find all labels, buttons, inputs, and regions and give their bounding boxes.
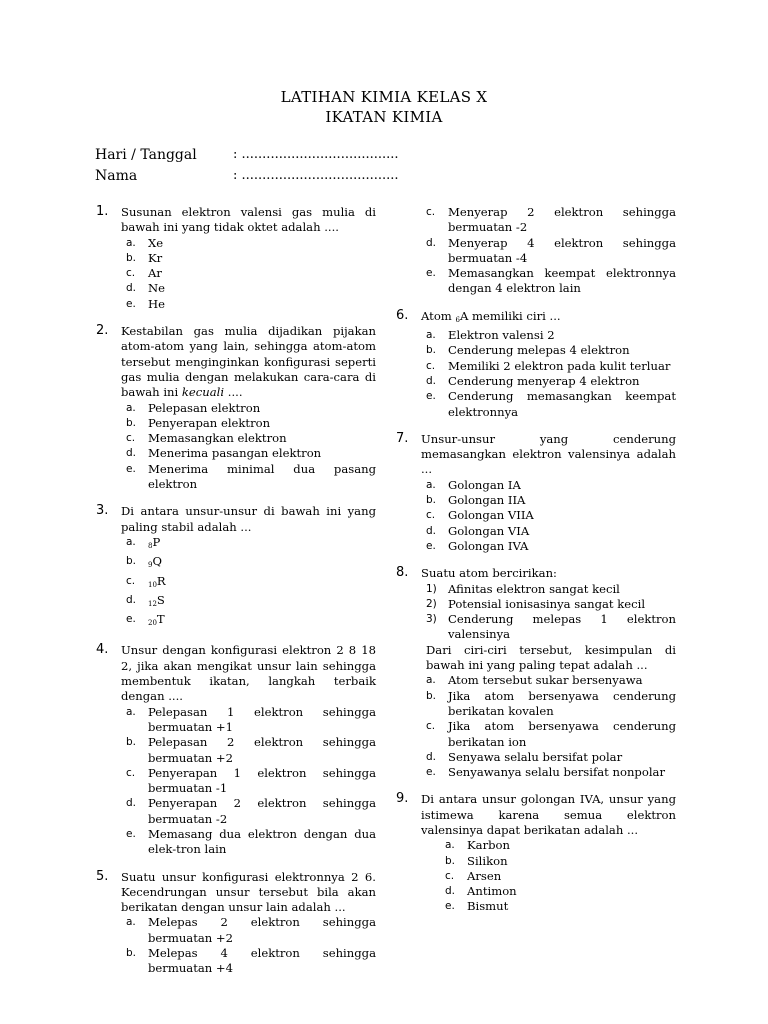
question-stem	[121, 324, 376, 400]
option-text: Elektron valensi 2	[448, 328, 555, 343]
option-text: Pelepasan 2 elektron sehingga bermuatan +2	[148, 735, 376, 765]
question-number: 8.	[396, 565, 409, 581]
question-5-continued	[396, 205, 676, 297]
option-a[interactable]	[421, 478, 676, 493]
option-letter: d.	[426, 374, 437, 387]
option-text: Karbon	[467, 838, 510, 853]
option-text: Cenderung memasangkan keempat elektronnya	[448, 389, 676, 419]
option-e[interactable]	[121, 612, 376, 631]
question-number: 9.	[396, 791, 409, 807]
option-b[interactable]	[421, 343, 676, 358]
option-text: Menyerap 2 elektron sehingga bermuatan -2	[448, 205, 676, 235]
option-b[interactable]	[121, 251, 376, 266]
name-field[interactable]: : ......................................	[233, 168, 399, 183]
atomic-number: 12	[148, 599, 157, 608]
option-b[interactable]	[121, 735, 376, 766]
option-text: Menerima minimal dua pasang elektron	[148, 461, 376, 492]
option-c[interactable]	[421, 719, 676, 750]
option-letter: d.	[426, 236, 437, 249]
option-letter: a.	[445, 839, 455, 852]
option-text: Melepas 2 elektron sehingga bermuatan +2	[148, 915, 376, 945]
option-text: He	[148, 296, 165, 311]
question-number: 3.	[96, 503, 109, 519]
worksheet-title: LATIHAN KIMIA KELAS X	[280, 88, 488, 106]
option-text: Arsen	[467, 868, 502, 883]
option-text: Memasang dua elektron dengan dua elek-tron lain	[148, 826, 376, 857]
question-number: 1.	[96, 204, 109, 219]
option-letter: e.	[126, 827, 136, 840]
option-text: Pelepasan elektron	[148, 400, 261, 415]
option-d[interactable]	[121, 796, 376, 827]
option-letter: b.	[126, 416, 137, 429]
question-stem: Di antara unsur golongan IVA, unsur yang istimewa karena semua elektron valensinya dapat berikatan adalah ...	[421, 792, 676, 837]
characteristic-2	[421, 597, 676, 612]
question-number: 5.	[96, 868, 109, 884]
question-stem	[421, 309, 676, 328]
option-text: Memiliki 2 elektron pada kulit terluar	[448, 358, 671, 373]
characteristic-1	[421, 582, 676, 597]
option-b[interactable]	[421, 493, 676, 508]
option-letter: a.	[126, 916, 136, 929]
option-text: Golongan VIIA	[448, 508, 534, 523]
option-text: Golongan VIA	[448, 523, 530, 538]
option-letter: e.	[445, 900, 455, 913]
option-d[interactable]	[121, 593, 376, 612]
option-letter: b.	[426, 689, 437, 702]
option-letter: c.	[426, 720, 436, 733]
question-6	[396, 309, 676, 420]
option-letter: e.	[126, 297, 136, 310]
option-c[interactable]	[121, 574, 376, 593]
question-stem: Suatu unsur konfigurasi elektronnya 2 6. Kecendrungan unsur tersebut bila akan berikatan dengan unsur lain adalah ...	[121, 869, 376, 915]
option-letter: c.	[426, 206, 436, 218]
option-e[interactable]	[421, 389, 676, 420]
option-a[interactable]	[121, 705, 376, 736]
option-a[interactable]	[121, 401, 376, 416]
question-stem: Suatu atom bercirikan:	[421, 566, 557, 581]
option-c[interactable]	[121, 431, 376, 446]
option-text: Silikon	[467, 853, 508, 868]
option-letter: d.	[426, 524, 437, 537]
option-letter: d.	[126, 797, 137, 810]
question-number: 2.	[96, 323, 109, 339]
option-letter: c.	[426, 359, 436, 372]
question-number: 7.	[396, 430, 409, 446]
option-text: Golongan IIA	[448, 493, 526, 508]
stem-end: ....	[224, 385, 243, 400]
point-text: Afinitas elektron sangat kecil	[448, 581, 620, 596]
option-c[interactable]	[421, 359, 676, 374]
option-e[interactable]	[421, 765, 676, 780]
option-text: Golongan IA	[448, 477, 521, 492]
option-letter: e.	[426, 766, 436, 779]
option-letter: b.	[126, 736, 137, 749]
option-letter: a.	[426, 329, 436, 342]
option-d[interactable]	[421, 884, 676, 899]
option-e[interactable]	[121, 462, 376, 493]
option-text: S	[156, 592, 165, 607]
question-stem: Susunan elektron valensi gas mulia di bawah ini yang tidak oktet adalah ....	[121, 205, 376, 235]
option-a[interactable]	[421, 838, 676, 853]
atomic-number: 8	[148, 541, 153, 550]
option-letter: a.	[426, 674, 436, 687]
option-text: Jika atom bersenyawa cenderung berikatan ion	[448, 719, 676, 749]
option-text: Memasangkan elektron	[148, 431, 287, 446]
option-a[interactable]	[421, 328, 676, 343]
atomic-number: 6	[455, 315, 460, 324]
option-b[interactable]	[121, 946, 376, 977]
option-text: Jika atom bersenyawa cenderung berikatan kovalen	[448, 688, 676, 718]
right-column	[396, 205, 676, 927]
option-letter: e.	[426, 267, 436, 280]
option-d[interactable]	[421, 236, 676, 267]
option-b[interactable]	[121, 554, 376, 573]
option-text: P	[152, 534, 161, 549]
option-text: Penyerapan elektron	[148, 415, 271, 430]
option-e[interactable]	[421, 539, 676, 554]
option-d[interactable]	[421, 524, 676, 539]
option-letter: c.	[445, 869, 455, 882]
worksheet-subtitle: IKATAN KIMIA	[325, 108, 443, 126]
option-b[interactable]	[421, 689, 676, 720]
option-letter: b.	[126, 251, 137, 264]
point-number: 3)	[426, 613, 437, 626]
option-a[interactable]	[121, 236, 376, 251]
option-c[interactable]	[421, 205, 676, 236]
option-text: Ar	[148, 266, 162, 281]
option-a[interactable]	[421, 673, 676, 688]
option-text: Melepas 4 elektron sehingga bermuatan +4	[148, 946, 376, 976]
option-text: Q	[152, 554, 162, 569]
option-letter: a.	[126, 535, 136, 548]
question-number: 6.	[396, 307, 409, 323]
option-letter: c.	[426, 509, 436, 522]
atomic-number: 9	[148, 561, 153, 570]
point-number: 2)	[426, 597, 437, 610]
option-letter: e.	[126, 462, 136, 475]
option-text: Pelepasan 1 elektron sehingga bermuatan +1	[148, 704, 376, 734]
stem-text: Atom	[421, 308, 452, 323]
question-stem: Unsur dengan konfigurasi elektron 2 8 18 2, jika akan mengikat unsur lain sehingga membentuk ikatan, langkah terbaik dengan ....	[121, 643, 376, 704]
option-text: Cenderung melepas 4 elektron	[448, 343, 630, 358]
option-text: Ne	[148, 281, 166, 296]
option-letter: e.	[426, 539, 436, 552]
date-label: Hari / Tanggal	[95, 147, 197, 163]
stem-emphasis: kecuali	[181, 385, 225, 400]
option-text: Kr	[148, 250, 163, 265]
option-letter: b.	[426, 494, 437, 507]
option-text: Atom tersebut sukar bersenyawa	[448, 673, 643, 688]
option-b[interactable]	[121, 416, 376, 431]
option-text: Senyawa selalu bersifat polar	[448, 749, 623, 764]
option-c[interactable]	[121, 766, 376, 797]
option-letter: c.	[126, 574, 136, 587]
option-letter: e.	[126, 613, 136, 626]
option-e[interactable]	[121, 827, 376, 858]
option-letter: b.	[426, 344, 437, 357]
atomic-number: 20	[148, 619, 157, 628]
option-d[interactable]	[121, 446, 376, 461]
question-stem: Di antara unsur-unsur di bawah ini yang paling stabil adalah ...	[121, 504, 376, 534]
option-letter: d.	[126, 593, 137, 606]
option-text: R	[156, 573, 166, 588]
question-5	[96, 870, 376, 977]
option-e[interactable]	[421, 266, 676, 297]
option-text: Penyerapan 1 elektron sehingga bermuatan -1	[148, 765, 376, 796]
option-text: Menerima pasangan elektron	[148, 446, 322, 461]
option-a[interactable]	[121, 915, 376, 946]
question-7	[396, 432, 676, 554]
option-letter: c.	[126, 267, 136, 280]
option-c[interactable]	[421, 508, 676, 523]
question-1	[96, 205, 376, 312]
option-text: Senyawanya selalu bersifat nonpolar	[448, 765, 665, 780]
atomic-number: 10	[148, 580, 157, 589]
option-e[interactable]	[421, 899, 676, 914]
characteristic-3	[421, 612, 676, 643]
question-4	[96, 643, 376, 857]
option-letter: c.	[126, 432, 136, 445]
option-text: Menyerap 4 elektron sehingga bermuatan -4	[448, 235, 676, 265]
option-letter: b.	[445, 854, 456, 867]
point-text: Potensial ionisasinya sangat kecil	[448, 596, 646, 611]
option-c[interactable]	[121, 266, 376, 281]
option-letter: a.	[126, 401, 136, 414]
option-text: Bismut	[467, 899, 509, 914]
question-stem: Unsur-unsur yang cenderung memasangkan elektron valensinya adalah ...	[421, 431, 676, 477]
option-letter: d.	[445, 885, 456, 898]
option-letter: a.	[126, 236, 136, 249]
option-letter: a.	[426, 478, 436, 491]
option-letter: c.	[126, 766, 136, 779]
option-letter: a.	[126, 705, 136, 718]
option-d[interactable]	[421, 374, 676, 389]
option-text: Penyerapan 2 elektron sehingga bermuatan -2	[148, 796, 376, 826]
option-e[interactable]	[121, 297, 376, 312]
option-d[interactable]	[121, 281, 376, 296]
option-letter: d.	[126, 447, 137, 460]
left-column	[96, 205, 376, 989]
option-letter: b.	[126, 947, 137, 960]
question-3	[96, 504, 376, 631]
question-8	[396, 566, 676, 780]
option-text: Antimon	[467, 884, 517, 899]
option-b[interactable]	[421, 854, 676, 869]
option-letter: d.	[426, 750, 437, 763]
question-followup: Dari ciri-ciri tersebut, kesimpulan di bawah ini yang paling tepat adalah ...	[426, 642, 676, 673]
point-number: 1)	[426, 582, 437, 595]
question-2	[96, 324, 376, 492]
name-label: Nama	[95, 168, 138, 184]
point-text: Cenderung melepas 1 elektron valensinya	[448, 612, 676, 642]
option-text: Golongan IVA	[448, 538, 529, 553]
option-letter: b.	[126, 555, 137, 568]
option-text: Xe	[148, 235, 164, 250]
stem-text-end: A memiliki ciri ...	[459, 308, 561, 323]
option-text: Cenderung menyerap 4 elektron	[448, 373, 640, 388]
date-field[interactable]: : ......................................	[233, 147, 399, 162]
option-text: T	[156, 612, 165, 627]
option-letter: d.	[126, 282, 137, 295]
stem-text: Kestabilan gas mulia dijadikan pijakan atom-atom yang lain, sehingga atom-atom tersebut menginginkan konfigurasi seperti gas mulia dengan melakukan cara-cara di bawah ini	[121, 324, 376, 400]
option-a[interactable]	[121, 535, 376, 554]
question-9	[396, 792, 676, 914]
question-number: 4.	[96, 642, 109, 658]
option-letter: e.	[426, 390, 436, 403]
option-d[interactable]	[421, 750, 676, 765]
option-c[interactable]	[421, 869, 676, 884]
option-text: Memasangkan keempat elektronnya dengan 4 elektron lain	[448, 266, 676, 296]
